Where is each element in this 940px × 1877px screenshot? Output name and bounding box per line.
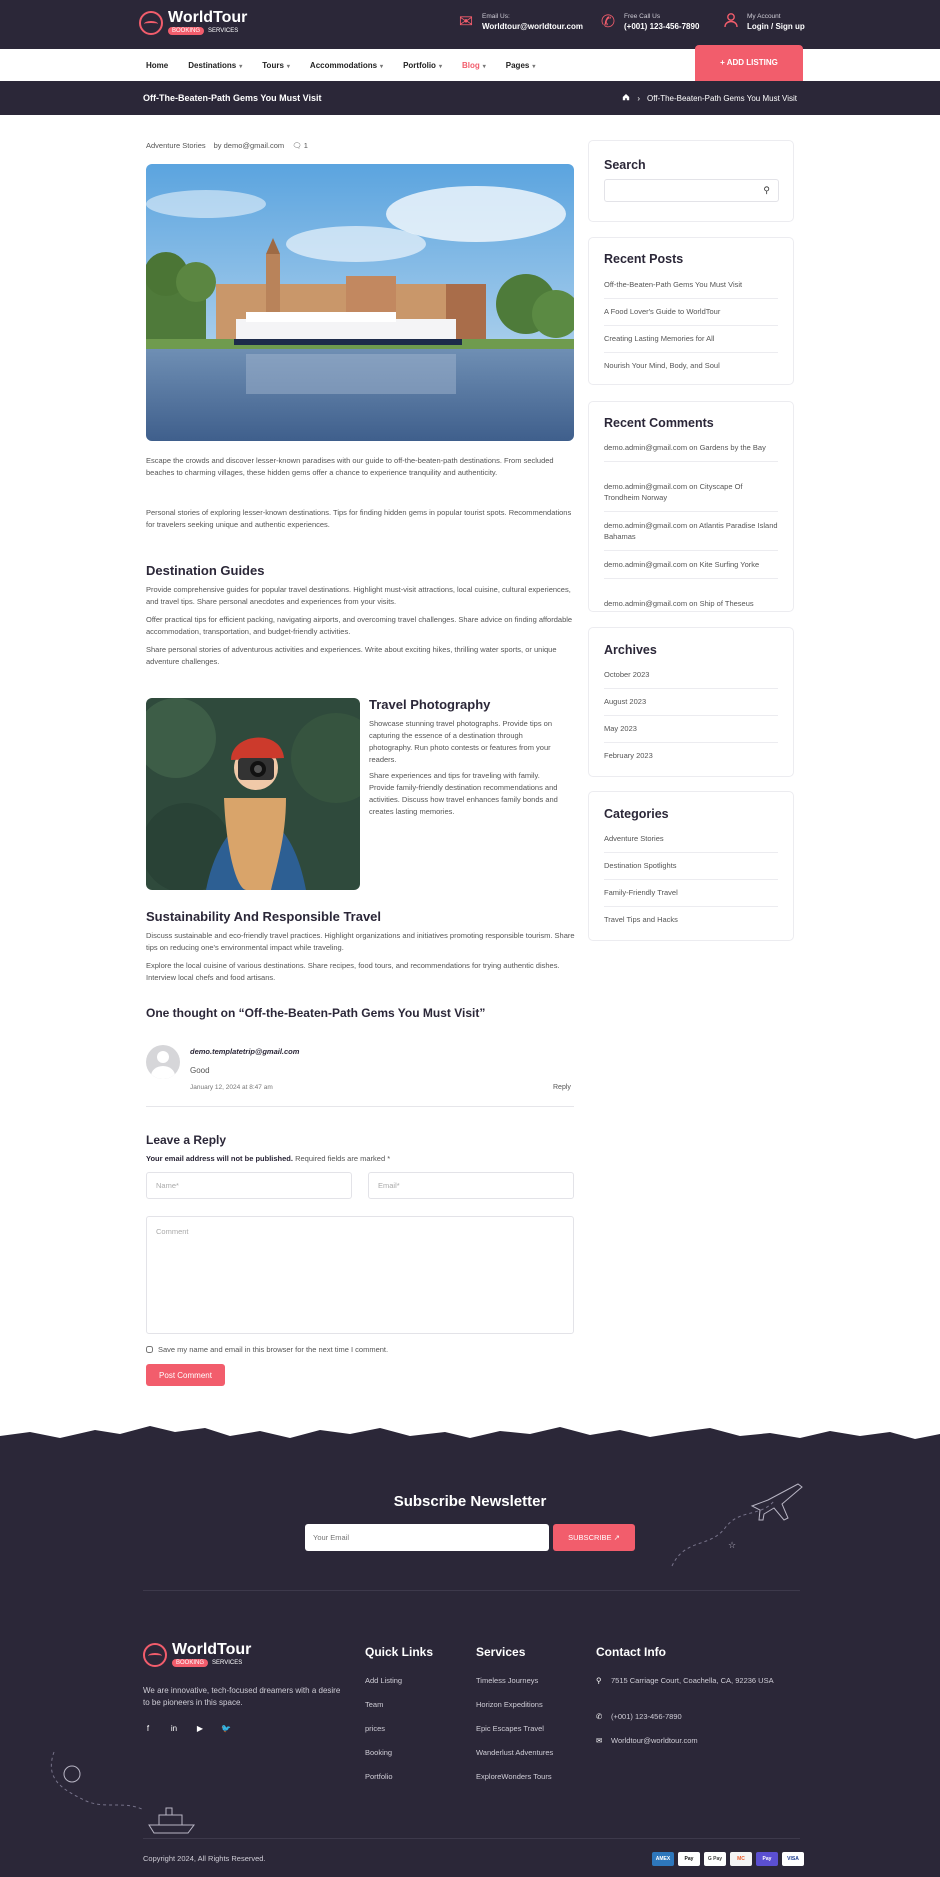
footer-address: ⚲ 7515 Carriage Court, Coachella, CA, 92236 USA bbox=[596, 1676, 774, 1685]
mastercard-icon: MC bbox=[730, 1852, 752, 1866]
sustainability-paragraph-1: Discuss sustainable and eco-friendly travel practices. Highlight organizations and initiatives promoting responsible tourism. Share tips on reducing one's environmental impact while traveling. bbox=[146, 931, 575, 952]
nav-item-portfolio[interactable]: Portfolio ▾ bbox=[403, 60, 442, 70]
section-title-sustainability: Sustainability And Responsible Travel bbox=[146, 909, 382, 924]
recent-post-link[interactable]: Nourish Your Mind, Body, and Soul bbox=[604, 361, 720, 370]
footer-logo[interactable] bbox=[143, 1642, 251, 1667]
archive-link[interactable]: August 2023 bbox=[604, 696, 778, 716]
phone-value: (+001) 123-456-7890 bbox=[624, 22, 700, 31]
site-logo[interactable] bbox=[139, 10, 247, 35]
post-author[interactable]: by demo@gmail.com bbox=[213, 141, 285, 150]
footer-service-link[interactable]: Horizon Expeditions bbox=[476, 1700, 543, 1709]
chevron-down-icon: ▾ bbox=[239, 63, 243, 70]
save-info-checkbox[interactable]: Save my name and email in this browser for the next time I comment. bbox=[146, 1345, 388, 1354]
comment-icon: 🗨 bbox=[292, 141, 302, 150]
nav-item-blog[interactable]: Blog ▾ bbox=[461, 60, 486, 70]
linkedin-icon[interactable]: in bbox=[170, 1724, 178, 1733]
chevron-down-icon: ▾ bbox=[532, 63, 536, 70]
svg-text:☆: ☆ bbox=[728, 1541, 737, 1551]
search-input[interactable] bbox=[604, 179, 779, 202]
logo-sub: SERVICES bbox=[208, 28, 239, 34]
copyright: Copyright 2024, All Rights Reserved. bbox=[143, 1854, 266, 1863]
category-link[interactable]: Destination Spotlights bbox=[604, 860, 778, 880]
archive-link[interactable]: October 2023 bbox=[604, 669, 778, 689]
comment-text: Good bbox=[190, 1066, 210, 1075]
nav-item-tours[interactable]: Tours ▾ bbox=[262, 60, 290, 70]
airplane-icon bbox=[670, 1478, 805, 1568]
footer-quick-link[interactable]: prices bbox=[365, 1724, 386, 1733]
archives-widget bbox=[588, 627, 794, 777]
nav-item-destinations[interactable]: Destinations ▾ bbox=[188, 60, 243, 70]
phone-icon: ✆ bbox=[600, 12, 616, 31]
photography-paragraph-1: Showcase stunning travel photographs. Provide tips on capturing the essence of a destination through photography. Run photo contests or features from your readers. bbox=[369, 719, 553, 764]
categories-widget bbox=[588, 791, 794, 941]
recent-comment-link[interactable]: demo.admin@gmail.com on Cityscape Of Trondheim Norway bbox=[604, 481, 778, 512]
hero-image bbox=[146, 164, 574, 441]
nav-item-accommodations[interactable]: Accommodations ▾ bbox=[309, 60, 384, 70]
services-title: Services bbox=[476, 1645, 526, 1659]
footer-phone[interactable]: ✆ (+001) 123-456-7890 bbox=[596, 1712, 682, 1721]
comment-count[interactable]: 🗨 1 bbox=[292, 141, 308, 150]
globe-icon bbox=[143, 1643, 167, 1667]
page-title: Off-The-Beaten-Path Gems You Must Visit bbox=[143, 93, 322, 103]
samsung-pay-icon: Pay bbox=[756, 1852, 778, 1866]
category-link[interactable]: Family-Friendly Travel bbox=[604, 887, 778, 907]
nav-item-home[interactable]: Home bbox=[146, 60, 169, 70]
footer-divider-bottom bbox=[143, 1838, 800, 1839]
location-icon: ⚲ bbox=[596, 1676, 602, 1685]
google-pay-icon: G Pay bbox=[704, 1852, 726, 1866]
recent-comment-link[interactable]: demo.admin@gmail.com on Gardens by the Bay bbox=[604, 442, 778, 462]
amex-icon: AMEX bbox=[652, 1852, 674, 1866]
user-icon bbox=[721, 12, 741, 32]
phone-icon: ✆ bbox=[596, 1712, 603, 1721]
section-title-guides: Destination Guides bbox=[146, 563, 265, 578]
footer-logo-sub: SERVICES bbox=[212, 1660, 243, 1666]
home-icon[interactable] bbox=[622, 93, 630, 103]
recent-post-link[interactable]: Off-the-Beaten-Path Gems You Must Visit bbox=[604, 279, 778, 299]
comment-date[interactable]: January 12, 2024 at 8:47 am bbox=[190, 1084, 273, 1091]
name-field[interactable] bbox=[146, 1172, 352, 1199]
footer-torn-edge bbox=[0, 1422, 940, 1462]
account-label: My Account bbox=[747, 13, 781, 20]
save-checkbox[interactable] bbox=[146, 1346, 153, 1353]
footer-quick-link[interactable]: Booking bbox=[365, 1748, 393, 1757]
youtube-icon[interactable]: ▶ bbox=[196, 1724, 204, 1733]
reply-title: Leave a Reply bbox=[146, 1133, 227, 1147]
newsletter-title: Subscribe Newsletter bbox=[393, 1493, 547, 1510]
newsletter-email-input[interactable] bbox=[305, 1524, 549, 1551]
social-links bbox=[143, 1724, 247, 1733]
recent-comment-link[interactable]: demo.admin@gmail.com on Atlantis Paradise Island Bahamas bbox=[604, 520, 778, 551]
footer-service-link[interactable]: Wanderlust Adventures bbox=[476, 1748, 554, 1757]
footer-logo-name: WorldTour bbox=[172, 1641, 252, 1658]
sustainability-paragraph-2: Explore the local cuisine of various destinations. Share recipes, food tours, and recommendations for trying authentic dishes. Interview local chefs and food artisans. bbox=[146, 961, 560, 982]
page-title-bar bbox=[0, 81, 940, 115]
contact-title: Contact Info bbox=[596, 1645, 666, 1659]
avatar bbox=[146, 1045, 180, 1079]
email-value: Worldtour@worldtour.com bbox=[482, 22, 583, 31]
footer-quick-link[interactable]: Portfolio bbox=[365, 1772, 393, 1781]
breadcrumb-current: Off-The-Beaten-Path Gems You Must Visit bbox=[647, 93, 797, 103]
comments-title: One thought on “Off-the-Beaten-Path Gems You Must Visit” bbox=[146, 1006, 486, 1020]
footer-email[interactable]: ✉ Worldtour@worldtour.com bbox=[596, 1736, 698, 1745]
payment-methods bbox=[648, 1852, 804, 1866]
reply-link[interactable]: Reply bbox=[553, 1084, 571, 1091]
nav-item-pages[interactable]: Pages ▾ bbox=[505, 60, 536, 70]
recent-post-link[interactable]: A Food Lover's Guide to WorldTour bbox=[604, 306, 778, 326]
search-title: Search bbox=[604, 158, 646, 172]
top-bar bbox=[0, 0, 940, 49]
chevron-down-icon: ▾ bbox=[482, 63, 486, 70]
guides-paragraph-3: Share personal stories of adventurous activities and experiences. Write about exciting hikes, thrilling water sports, or unique adventure challenges. bbox=[146, 645, 557, 666]
chevron-down-icon: ▾ bbox=[286, 63, 290, 70]
account-value: Login / Sign up bbox=[747, 22, 805, 31]
category-link[interactable]: Adventure Stories bbox=[604, 833, 778, 853]
photography-paragraph-2: Share experiences and tips for traveling with family. Provide family-friendly destination recommendations and activities. Discuss how travel enhances family bonds and creates lasting memories. bbox=[369, 771, 558, 816]
footer-logo-badge: BOOKING bbox=[172, 1659, 208, 1667]
post-meta bbox=[146, 141, 324, 150]
logo-name: WorldTour bbox=[168, 9, 248, 26]
comment-divider bbox=[146, 1106, 574, 1107]
footer-divider-top bbox=[143, 1590, 800, 1591]
logo-badge: BOOKING bbox=[168, 27, 204, 35]
archives-title: Archives bbox=[604, 643, 657, 657]
chevron-down-icon: ▾ bbox=[438, 63, 442, 70]
footer-service-link[interactable]: ExploreWonders Tours bbox=[476, 1772, 552, 1781]
footer-quick-link[interactable]: Add Listing bbox=[365, 1676, 403, 1685]
phone-label: Free Call Us bbox=[624, 13, 661, 20]
photographer-image bbox=[146, 698, 360, 890]
search-widget bbox=[588, 140, 794, 222]
ship-icon bbox=[44, 1750, 204, 1840]
email-contact[interactable] bbox=[456, 12, 583, 32]
recent-posts-widget bbox=[588, 237, 794, 385]
footer-quick-link[interactable]: Team bbox=[365, 1700, 384, 1709]
section-title-photography: Travel Photography bbox=[369, 697, 491, 712]
search-icon[interactable]: ⚲ bbox=[763, 185, 770, 195]
recent-comment-link[interactable]: demo.admin@gmail.com on Kite Surfing Yorke bbox=[604, 559, 778, 579]
twitter-icon[interactable]: 🐦 bbox=[221, 1724, 231, 1733]
add-listing-button[interactable]: + ADD LISTING bbox=[695, 45, 803, 81]
archive-link[interactable]: February 2023 bbox=[604, 751, 653, 760]
recent-comments-title: Recent Comments bbox=[604, 416, 714, 430]
recent-posts-title: Recent Posts bbox=[604, 252, 684, 266]
guides-paragraph-1: Provide comprehensive guides for popular travel destinations. Highlight must-visit attractions, local cuisine, cultural experiences, and travel tips. Share personal anecdotes and experiences from your visits. bbox=[146, 585, 571, 606]
post-category[interactable]: Adventure Stories bbox=[146, 141, 206, 150]
email-label: Email Us: bbox=[482, 13, 510, 20]
guides-paragraph-2: Offer practical tips for efficient packing, navigating airports, and overcoming travel challenges. Share advice on finding affordable accommodation, transportation, and budget-friendly activities. bbox=[146, 615, 573, 636]
apple-pay-icon: Pay bbox=[678, 1852, 700, 1866]
categories-title: Categories bbox=[604, 807, 669, 821]
globe-icon bbox=[139, 11, 163, 35]
intro-paragraph-1: Escape the crowds and discover lesser-known paradises with our guide to off-the-beaten-path destinations. From secluded beaches to charming villages, these hidden gems offer a chance to experience tranquility and authenticity. bbox=[146, 456, 554, 477]
comment-field[interactable] bbox=[146, 1216, 574, 1334]
facebook-icon[interactable]: f bbox=[146, 1724, 150, 1733]
archive-link[interactable]: May 2023 bbox=[604, 723, 778, 743]
intro-paragraph-2: Personal stories of exploring lesser-known destinations. Tips for finding hidden gems in popular tourist spots. Recommendations for travelers seeking unique and authentic experiences. bbox=[146, 508, 572, 529]
quick-links-title: Quick Links bbox=[365, 1645, 434, 1659]
account-link[interactable] bbox=[721, 12, 805, 32]
chevron-right-icon: › bbox=[637, 93, 640, 103]
envelope-icon: ✉ bbox=[458, 12, 474, 31]
chevron-down-icon: ▾ bbox=[380, 63, 384, 70]
recent-comments-widget bbox=[588, 401, 794, 612]
footer-service-link[interactable]: Epic Escapes Travel bbox=[476, 1724, 544, 1733]
subscribe-button[interactable]: SUBSCRIBE ↗ bbox=[553, 1524, 635, 1551]
breadcrumb bbox=[622, 93, 797, 103]
email-field[interactable] bbox=[368, 1172, 574, 1199]
footer-service-link[interactable]: Timeless Journeys bbox=[476, 1676, 539, 1685]
phone-contact[interactable] bbox=[598, 12, 699, 32]
recent-comment-link[interactable]: demo.admin@gmail.com on Ship of Theseus bbox=[604, 599, 754, 608]
post-comment-button[interactable]: Post Comment bbox=[146, 1364, 225, 1386]
reply-note: Your email address will not be published. Required fields are marked * bbox=[146, 1154, 391, 1163]
footer-description: We are innovative, tech-focused dreamers with a desire to be pioneers in this space. bbox=[143, 1686, 341, 1707]
comment-author[interactable]: demo.templatetrip@gmail.com bbox=[190, 1047, 300, 1056]
envelope-icon: ✉ bbox=[596, 1736, 603, 1745]
visa-icon: VISA bbox=[782, 1852, 804, 1866]
recent-post-link[interactable]: Creating Lasting Memories for All bbox=[604, 333, 778, 353]
category-link[interactable]: Travel Tips and Hacks bbox=[604, 915, 678, 924]
